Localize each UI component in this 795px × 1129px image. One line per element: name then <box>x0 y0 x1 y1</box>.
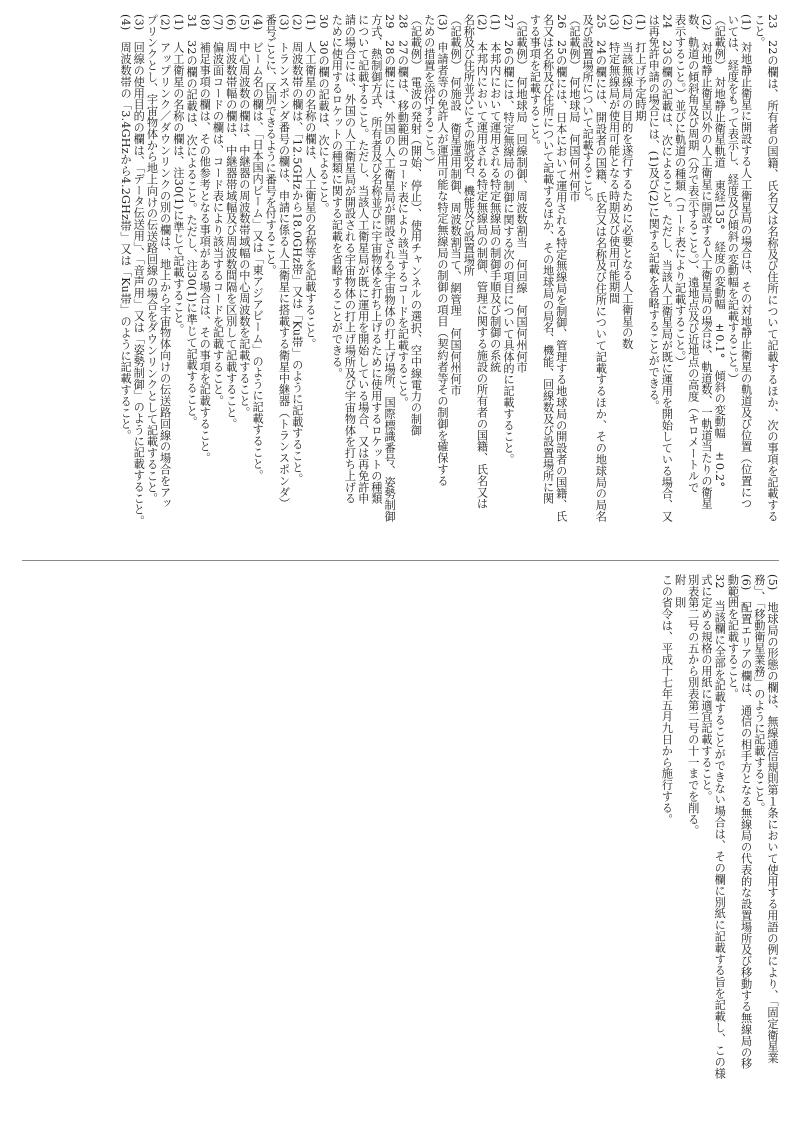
text-line: （記載例） 何地球局 回線制御、周波数割当 何回線 何国何州何市 <box>515 14 529 374</box>
text-line: (3) 申請者等の免許人が運用可能な特定無線局の制御の項目（契約者等その制御を確保する <box>435 14 449 487</box>
text-line: (1) 本邦内において運用される特定無線局の制御手順及び制御の系統 <box>488 14 502 373</box>
text-line: (1) 打上げ予定時期 <box>633 14 647 122</box>
text-line: 23 22の欄は、所有者の国籍、氏名又は名称及び住所について記載するほか、次の事項を記載する <box>766 14 779 523</box>
text-line: ための措置を添付すること。） <box>422 14 436 168</box>
text-line: 式に定める規格の用紙に適宜記載すること。 <box>699 574 713 802</box>
text-line: プリンクとし、宇宙物体から地上向けの伝送路回線の場合をダウンリンクとして記載すること。 <box>145 14 159 505</box>
text-line: (5) 中心周波数の欄は、中継器の周波数帯域幅の中心周波数を記載すること。 <box>237 14 251 419</box>
text-line: (1) 人工衛星の名称の欄は、注30(1)に準じて記載すること。 <box>171 14 185 336</box>
text-line: こと。 <box>752 14 766 49</box>
text-line: (7) 偏波面コードの欄は、コード表により該当するコードを記載すること。 <box>211 14 225 407</box>
text-line: (3) 特定無線局が使用可能となる時期及び使用可能期間 <box>607 14 621 305</box>
text-line: について記載すること。ただし、当該人工衛星局が既に運用を開始している場合、又は再免許申 <box>356 14 370 505</box>
text-line: (6) 周波数帯幅の欄は、中継器帯域幅及び周波数間隔を区別して記載すること。 <box>224 14 238 430</box>
text-line: (4) 周波数帯の「3.4GHzから4.2GHz帯」又は「Ku帯」のように記載すること。 <box>119 14 133 442</box>
text-line: 別表第二号の五から別表第二号の十一までを削る。 <box>686 574 700 837</box>
lower-text-block <box>660 574 779 1094</box>
text-line: 24 23の欄の記載は、次によること。ただし、当該人工衛星局が既に運用を開始している場合、又 <box>660 14 674 523</box>
text-line: (1) 人工衛星の名称の欄は、人工衛星の名称等を記載すること。 <box>303 14 317 350</box>
text-line: 表示すること。）並びに軌道の種類（コード表により記載すること。） <box>673 14 687 368</box>
text-line: （記載例） 何施設 衛星運用制御、周波数割当て、網管理 何国何州何市 <box>449 14 463 396</box>
text-line: ために使用するロケットの種類に関する記載を省略することができる。 <box>330 14 344 379</box>
text-line: 数、軌道の傾斜角及び周期（分で表示すること。）、遠地点及び近地点の高度（キロメートルで <box>686 14 700 493</box>
upper-text-block <box>119 14 779 544</box>
text-line: 務」、「移動衛星業務」のように記載すること。 <box>752 574 766 814</box>
text-line: 動範囲を記載すること。 <box>726 574 740 700</box>
text-line: は再免許申請の場合には、(1)及び(2)に関する記載を省略することができる。 <box>647 14 661 412</box>
text-line: (3) トランスポンダ番号の欄は、申請に係る人工衛星に搭載する衛星中継器（トランスポンダ） <box>277 14 291 510</box>
text-line: 27 26の欄には、特定無線局の制御に関する次の項目について具体的に記載すること。 <box>501 14 515 466</box>
text-line: (4) ビーム名の欄は、「日本国内ビーム」又は「東アジアビーム」のように記載すること。 <box>251 14 265 481</box>
text-line: 番号ごとに、区別できるように番号を付すること。 <box>264 14 278 277</box>
text-line: (2) 当該無線局の目的を遂行するために必要となる人工衛星の数 <box>620 14 634 350</box>
text-line: (2) アップリンク／ダウンリンクの別の欄は、地上から宇宙物体向けの伝送路回線の場合をアッ <box>158 14 172 510</box>
text-line: いては、経度をもって表示し、経度及び傾斜の変動幅を記載すること。） <box>726 14 740 385</box>
text-line: この省令は、平成十七年五月九日から施行する。 <box>660 574 674 825</box>
text-line: 方式、熱制御方式、所有者及び名称並びに宇宙物体を打ち上げるために使用するロケットの種類 <box>369 14 383 505</box>
text-line: (1) 対地静止衛星に開設する人工衛星局の場合は、その対地静止衛星の軌道及び位置（位置につ <box>739 14 753 510</box>
text-line: (8) 補足事項の欄は、その他参考となる事項がある場合は、その事項を記載すること。 <box>198 14 212 464</box>
text-line: （記載例） 何地球局 何国何州何市 <box>567 14 581 203</box>
text-line: 32 当該欄に全部を記載することができない場合は、その欄に別紙に記載する旨を記載し、この様 <box>713 574 727 1079</box>
text-line: 名称及び住所並びにその施設名、機能及び設置場所 <box>462 14 476 277</box>
text-line: 31 32の欄の記載は、次によること。ただし、注30(1)に準じて記載すること。 <box>185 14 199 428</box>
text-line: (2) 本邦内において運用される特定無線局の制御、管理に関する施設の所有者の国籍、氏名又は <box>475 14 489 510</box>
section-divider <box>22 560 779 561</box>
text-line: する事項を記載すること。 <box>528 14 542 151</box>
text-line: (6) 配置エリアの欄は、通信の相手方となる無線局の代表的な設置場所及び移動する無線局の移 <box>739 574 753 1070</box>
text-line: 26 25の欄には、日本において運用される特定無線局を制御、管理する地球局の開設者の国籍、氏 <box>554 14 568 523</box>
text-line: 30 30の欄の記載は、次によること。 <box>317 14 331 215</box>
text-line: （記載例） 電波の発射（開始、停止）、使用チャンネルの選択、空中線電力の制御 <box>409 14 423 436</box>
text-line: 28 27の欄は、移動範囲のコード表により該当するコードを記載すること。 <box>396 14 410 409</box>
text-line: (2) 対地静止衛星以外の人工衛星に開設する人工衛星局の場合は、軌道数、一軌道当たりの衛星 <box>699 14 713 510</box>
text-line: 附 則 <box>673 574 687 609</box>
text-line: 29 28の欄には、外国の人工衛星局が開設される宇宙物体の打上げ場所、国際標識番号、姿勢制御 <box>383 14 397 523</box>
text-line: 及び設置場所について記載すること。 <box>581 14 595 208</box>
text-line: 25 24の欄には、開設者の国籍、氏名又は名称及び住所について記載するほか、その地球局の局名 <box>594 14 608 523</box>
text-line: (5) 地球局の形態の欄は、無線通信規則第１条において使用する用語の例により、「固定衛星業 <box>766 574 779 1064</box>
text-line: (2) 周波数帯の欄は、「12.5GHzから18.0GHz帯」又は「Ku帯」のように記載すること。 <box>290 14 304 485</box>
text-line: (3) 回線の使用目的の欄は、「データ伝送用」、「音声用」又は「姿勢制御」のように記載すること。 <box>132 14 146 527</box>
text-line: 請の場合には、外国の人工衛星局が開設される宇宙物体の打上げ場所及び宇宙物体を打ち上げる <box>343 14 357 505</box>
text-line: 名又は名称及び住所について記載するほか、その地球局の局名、機能、回線数及び設置場所に関 <box>541 14 555 505</box>
text-line: （記載例） 対地静止衛星軌道 東経135° 経度の変動幅 ±0.1° 傾斜の変動幅 ±0.2° <box>713 14 727 488</box>
